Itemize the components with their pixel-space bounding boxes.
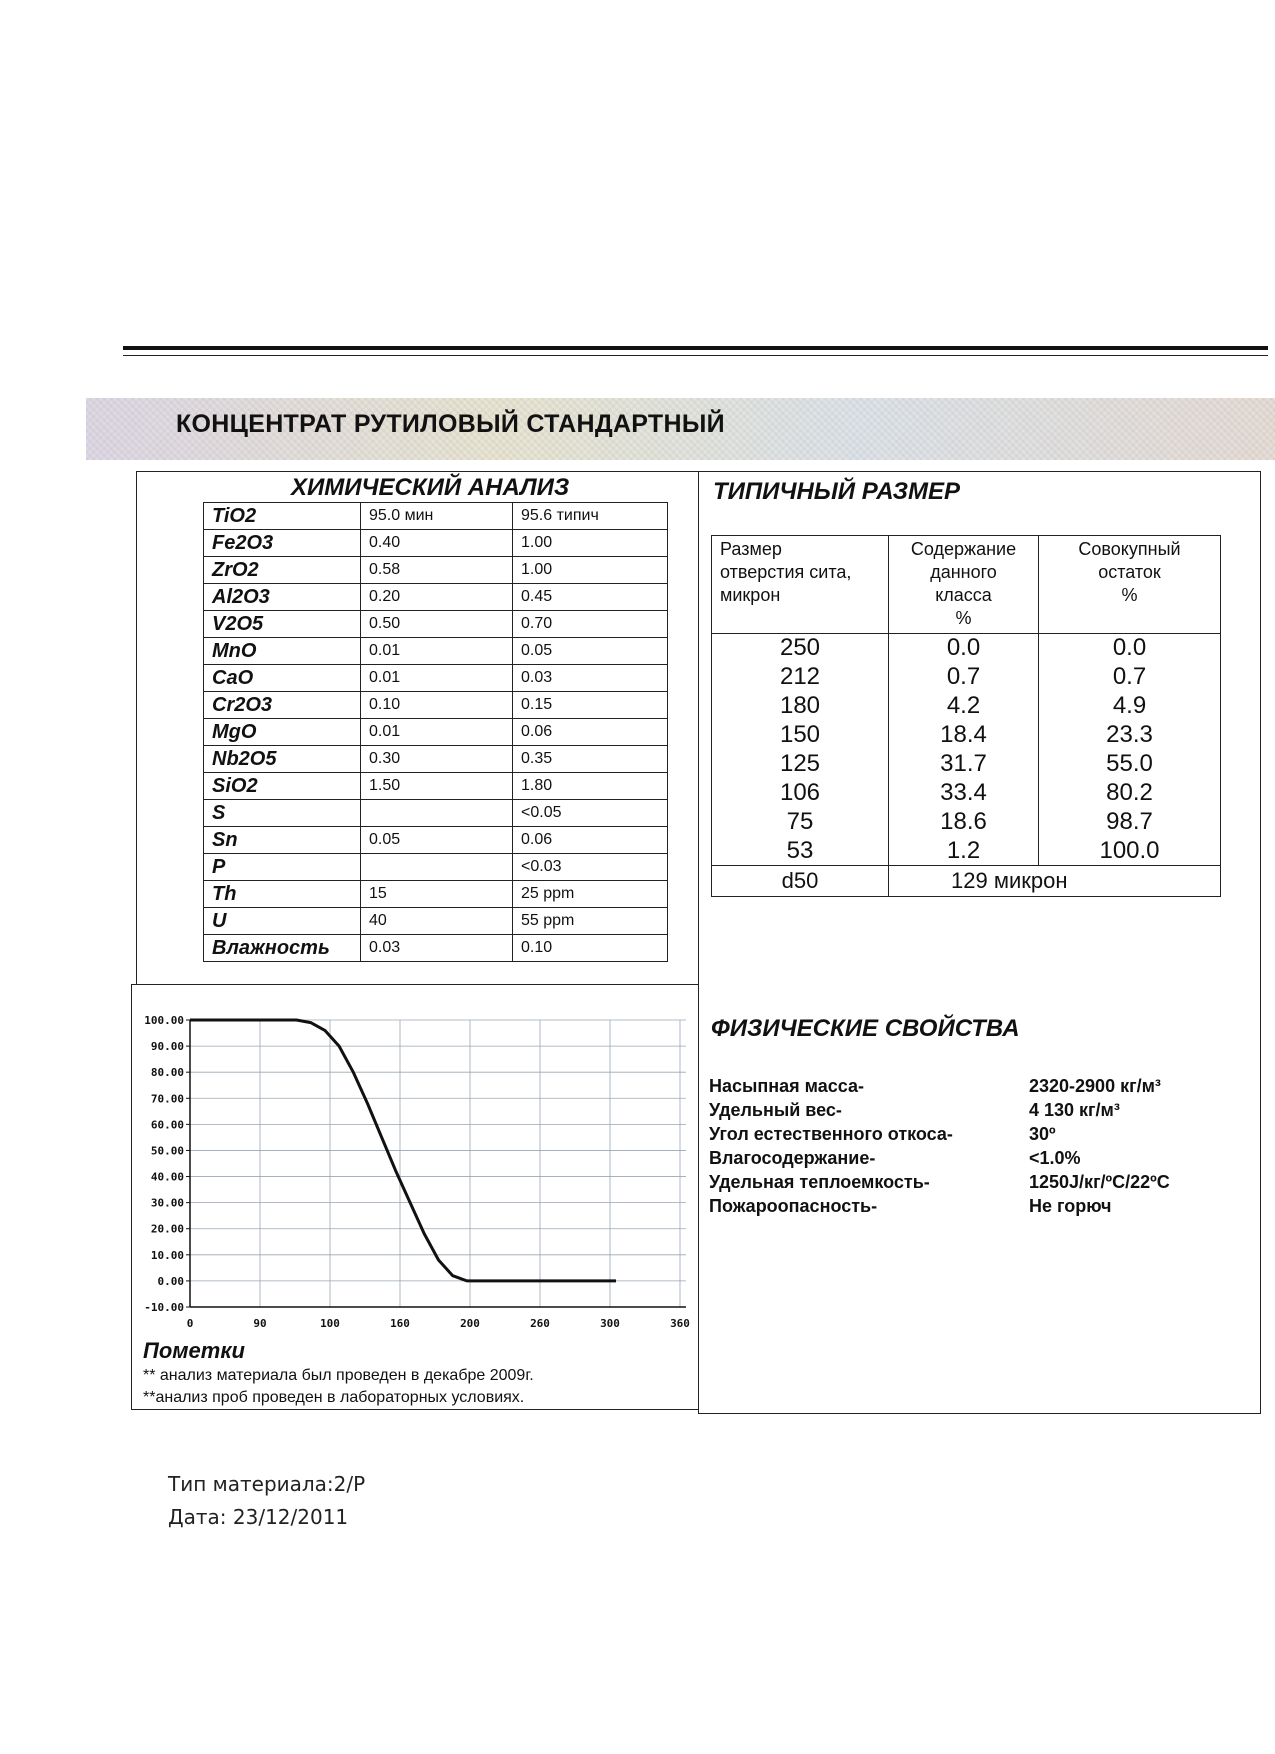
sieve-table <box>711 535 1221 897</box>
chart-x-tick-label: 360 <box>670 1317 690 1330</box>
sieve-row <box>712 750 1221 779</box>
sieve-cumulative: 4.9 <box>1039 692 1221 721</box>
property-row <box>709 1122 1170 1146</box>
sieve-content: 4.2 <box>889 692 1039 721</box>
property-row <box>709 1098 1170 1122</box>
property-value: Не горюч <box>1029 1196 1112 1216</box>
chem-row <box>204 638 668 665</box>
chart-x-tick-label: 90 <box>253 1317 267 1330</box>
sieve-size: 180 <box>712 692 889 721</box>
chart-x-tick-label: 200 <box>460 1317 480 1330</box>
chem-element: P <box>204 854 361 881</box>
d50-value: 129 микрон <box>889 866 1221 897</box>
chem-element: Cr2O3 <box>204 692 361 719</box>
title-banner <box>86 398 1275 460</box>
chem-typical-value: <0.03 <box>513 854 668 881</box>
header-rule-thin <box>123 355 1268 356</box>
property-value: <1.0% <box>1029 1148 1081 1168</box>
chem-typical-value: 1.00 <box>513 557 668 584</box>
chem-min-value <box>361 854 513 881</box>
chem-element: Влажность <box>204 935 361 962</box>
property-row <box>709 1074 1170 1098</box>
property-key: Насыпная масса- <box>709 1076 864 1096</box>
sieve-cumulative: 0.7 <box>1039 663 1221 692</box>
chart-y-tick-label: 40.00 <box>150 1170 184 1184</box>
chart-y-tick-label: 20.00 <box>150 1222 184 1236</box>
sieve-size: 75 <box>712 808 889 837</box>
chem-row <box>204 935 668 962</box>
sieve-content: 33.4 <box>889 779 1039 808</box>
chart-y-tick-label: 70.00 <box>150 1092 184 1106</box>
d50-row <box>712 866 1221 897</box>
chem-row <box>204 800 668 827</box>
chart-y-tick-label: 80.00 <box>150 1066 184 1080</box>
sieve-size: 53 <box>712 837 889 866</box>
sieve-size: 212 <box>712 663 889 692</box>
physical-properties-list <box>709 1074 1170 1218</box>
sieve-content: 18.4 <box>889 721 1039 750</box>
sieve-content: 1.2 <box>889 837 1039 866</box>
chart-x-tick-label: 300 <box>600 1317 620 1330</box>
property-key: Влагосодержание- <box>709 1148 876 1168</box>
material-type: Тип материала:2/P <box>168 1472 366 1496</box>
notes-title: Пометки <box>143 1338 245 1363</box>
chem-typical-value: 0.15 <box>513 692 668 719</box>
property-key: Удельная теплоемкость- <box>709 1172 930 1192</box>
sieve-row <box>712 663 1221 692</box>
chem-min-value: 15 <box>361 881 513 908</box>
sieve-size: 250 <box>712 634 889 663</box>
sieve-row <box>712 634 1221 663</box>
chem-typical-value: 0.05 <box>513 638 668 665</box>
chem-row <box>204 773 668 800</box>
chem-row <box>204 908 668 935</box>
sieve-row <box>712 808 1221 837</box>
typical-size-title: ТИПИЧНЫЙ РАЗМЕР <box>713 478 961 505</box>
chem-min-value: 0.50 <box>361 611 513 638</box>
chem-typical-value: 95.6 типич <box>513 503 668 530</box>
chem-min-value: 0.03 <box>361 935 513 962</box>
property-value: 1250J/кг/ºC/22ºC <box>1029 1172 1170 1192</box>
property-key: Угол естественного откоса- <box>709 1124 953 1144</box>
chem-min-value: 1.50 <box>361 773 513 800</box>
document-title: КОНЦЕНТРАТ РУТИЛОВЫЙ СТАНДАРТНЫЙ <box>176 410 725 438</box>
sieve-header-content: Содержание данного класса % <box>889 536 1039 634</box>
sieve-cumulative: 0.0 <box>1039 634 1221 663</box>
chem-typical-value: 25 ppm <box>513 881 668 908</box>
chem-element: Fe2O3 <box>204 530 361 557</box>
chart-y-tick-label: -10.00 <box>144 1301 184 1314</box>
chem-element: Th <box>204 881 361 908</box>
chem-typical-value: 0.35 <box>513 746 668 773</box>
chem-typical-value: 0.45 <box>513 584 668 611</box>
chem-element: Nb2O5 <box>204 746 361 773</box>
chem-row <box>204 584 668 611</box>
chem-row <box>204 611 668 638</box>
chem-element: SiO2 <box>204 773 361 800</box>
chem-min-value: 0.30 <box>361 746 513 773</box>
chem-element: CaO <box>204 665 361 692</box>
chem-typical-value: <0.05 <box>513 800 668 827</box>
sieve-size: 106 <box>712 779 889 808</box>
chem-element: MnO <box>204 638 361 665</box>
property-value: 30º <box>1029 1124 1056 1144</box>
chem-typical-value: 55 ppm <box>513 908 668 935</box>
chem-element: MgO <box>204 719 361 746</box>
sieve-row <box>712 837 1221 866</box>
chem-row <box>204 827 668 854</box>
header-rule-thick <box>123 346 1268 350</box>
chem-row <box>204 881 668 908</box>
chem-min-value: 0.10 <box>361 692 513 719</box>
chem-min-value: 0.01 <box>361 665 513 692</box>
d50-label: d50 <box>712 866 889 897</box>
chem-row <box>204 665 668 692</box>
chem-row <box>204 692 668 719</box>
chem-row <box>204 746 668 773</box>
property-value: 2320-2900 кг/м³ <box>1029 1076 1161 1096</box>
chem-typical-value: 0.03 <box>513 665 668 692</box>
chem-typical-value: 1.80 <box>513 773 668 800</box>
document-date: Дата: 23/12/2011 <box>168 1505 349 1529</box>
chart-x-tick-label: 260 <box>530 1317 550 1330</box>
chart-y-tick-label: 60.00 <box>150 1118 184 1132</box>
property-value: 4 130 кг/м³ <box>1029 1100 1120 1120</box>
sieve-cumulative: 80.2 <box>1039 779 1221 808</box>
property-key: Удельный вес- <box>709 1100 842 1120</box>
chart-y-tick-label: 0.00 <box>157 1274 184 1288</box>
sieve-content: 18.6 <box>889 808 1039 837</box>
sieve-size: 125 <box>712 750 889 779</box>
property-row <box>709 1170 1170 1194</box>
chem-typical-value: 0.70 <box>513 611 668 638</box>
sieve-cumulative: 55.0 <box>1039 750 1221 779</box>
sieve-row <box>712 779 1221 808</box>
sieve-header-size: Размер отверстия сита, микрон <box>712 536 889 634</box>
chemical-analysis-table <box>203 502 668 962</box>
chart-y-tick-label: 50.00 <box>150 1144 184 1158</box>
chem-min-value <box>361 800 513 827</box>
chem-element: ZrO2 <box>204 557 361 584</box>
sieve-cumulative: 100.0 <box>1039 837 1221 866</box>
chem-min-value: 0.40 <box>361 530 513 557</box>
chem-row <box>204 854 668 881</box>
sieve-row <box>712 692 1221 721</box>
chart-y-tick-label: 10.00 <box>150 1248 184 1262</box>
cumulative-residue-chart <box>138 1010 698 1340</box>
note-line-1: ** анализ материала был проведен в декабре 2009г. <box>143 1367 534 1384</box>
chem-typical-value: 0.10 <box>513 935 668 962</box>
chem-typical-value: 1.00 <box>513 530 668 557</box>
sieve-cumulative: 23.3 <box>1039 721 1221 750</box>
chart-y-tick-label: 100.00 <box>144 1014 184 1027</box>
chem-element: S <box>204 800 361 827</box>
sieve-header-cumulative: Совокупный остаток % <box>1039 536 1221 634</box>
chem-min-value: 0.20 <box>361 584 513 611</box>
physical-properties-title: ФИЗИЧЕСКИЕ СВОЙСТВА <box>711 1015 1020 1042</box>
chem-element: Al2O3 <box>204 584 361 611</box>
note-line-2: **анализ проб проведен в лабораторных условиях. <box>143 1389 525 1406</box>
chem-row <box>204 503 668 530</box>
sieve-size: 150 <box>712 721 889 750</box>
chem-typical-value: 0.06 <box>513 719 668 746</box>
chem-min-value: 40 <box>361 908 513 935</box>
chart-y-tick-label: 30.00 <box>150 1196 184 1210</box>
chem-min-value: 0.58 <box>361 557 513 584</box>
chart-x-tick-label: 0 <box>186 1317 194 1330</box>
chem-element: Sn <box>204 827 361 854</box>
sieve-content: 31.7 <box>889 750 1039 779</box>
chem-min-value: 0.01 <box>361 719 513 746</box>
sieve-content: 0.0 <box>889 634 1039 663</box>
sieve-row <box>712 721 1221 750</box>
chemical-analysis-title: ХИМИЧЕСКИЙ АНАЛИЗ <box>291 474 570 501</box>
property-row <box>709 1146 1170 1170</box>
chem-row <box>204 557 668 584</box>
chem-element: V2O5 <box>204 611 361 638</box>
chem-row <box>204 719 668 746</box>
chem-element: U <box>204 908 361 935</box>
chem-row <box>204 530 668 557</box>
chem-element: TiO2 <box>204 503 361 530</box>
chem-min-value: 0.01 <box>361 638 513 665</box>
property-key: Пожароопасность- <box>709 1196 878 1216</box>
chem-typical-value: 0.06 <box>513 827 668 854</box>
property-row <box>709 1194 1170 1218</box>
sieve-cumulative: 98.7 <box>1039 808 1221 837</box>
chem-min-value: 95.0 мин <box>361 503 513 530</box>
chart-y-tick-label: 90.00 <box>150 1040 184 1054</box>
chart-x-tick-label: 160 <box>390 1317 410 1330</box>
sieve-content: 0.7 <box>889 663 1039 692</box>
chem-min-value: 0.05 <box>361 827 513 854</box>
chart-x-tick-label: 100 <box>320 1317 340 1330</box>
